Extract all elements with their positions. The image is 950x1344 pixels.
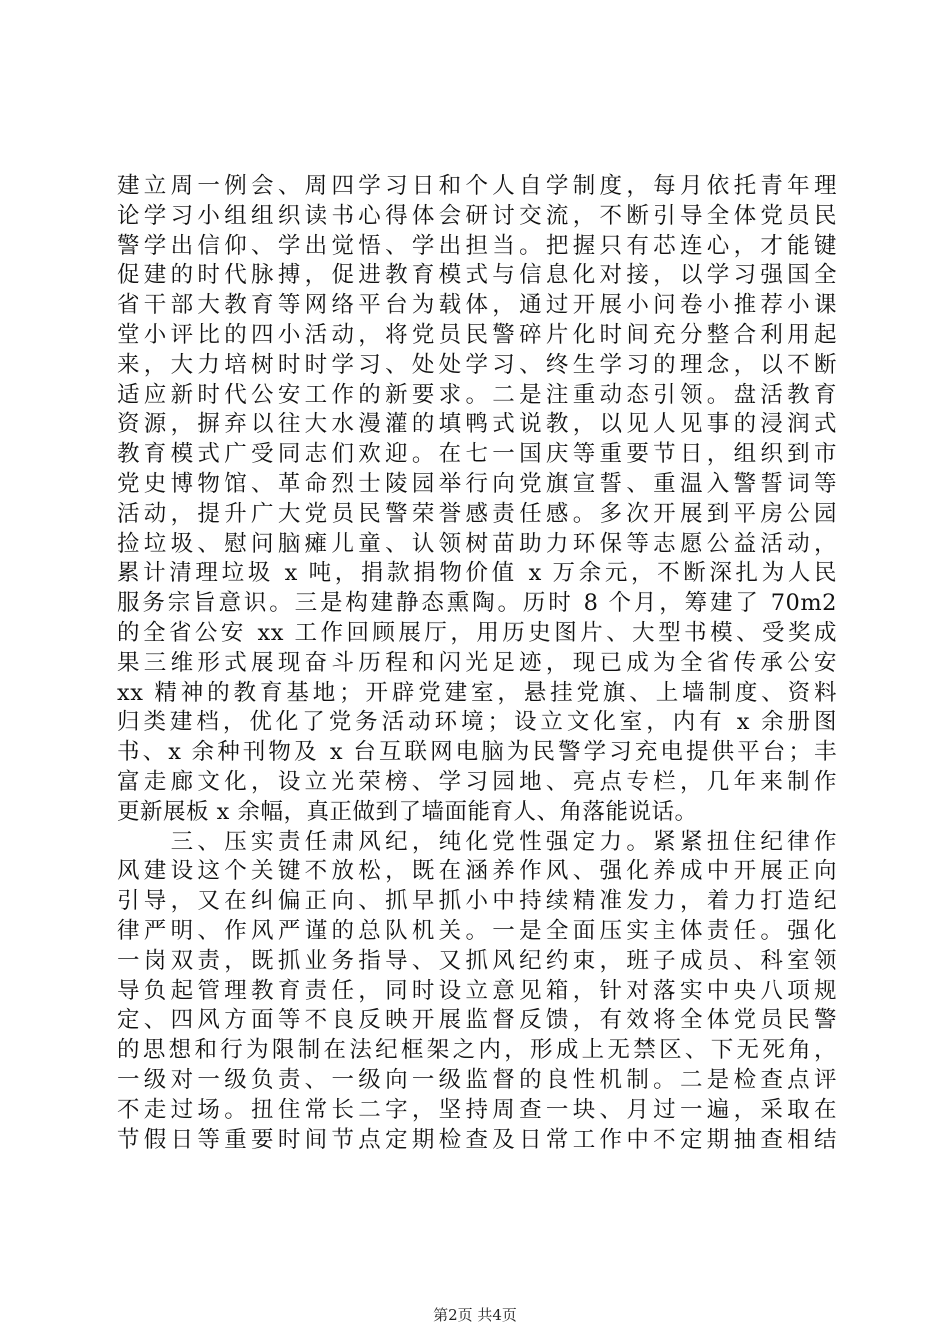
- text-line: 归类建档，优化了党务活动环境；设立文化室，内有 x 余册图: [117, 709, 837, 736]
- text-line: 的思想和行为限制在法纪框架之内，形成上无禁区、下无死角，: [117, 1037, 837, 1064]
- text-line: 累计清理垃圾 x 吨，捐款捐物价值 x 万余元，不断深扎为人民: [117, 560, 837, 587]
- text-line: 捡垃圾、慰问脑瘫儿童、认领树苗助力环保等志愿公益活动，: [117, 530, 837, 557]
- text-line: 律严明、作风严谨的总队机关。一是全面压实主体责任。强化: [117, 917, 837, 944]
- text-line: 一岗双责，既抓业务指导、又抓风纪约束，班子成员、科室领: [117, 947, 837, 974]
- text-line: 促建的时代脉搏，促进教育模式与信息化对接，以学习强国全: [117, 262, 837, 289]
- text-line: 风建设这个关键不放松，既在涵养作风、强化养成中开展正向: [117, 858, 837, 885]
- text-line: 论学习小组组织读书心得体会研讨交流，不断引导全体党员民: [117, 202, 837, 229]
- text-line: 来，大力培树时时学习、处处学习、终生学习的理念，以不断: [117, 351, 837, 378]
- text-line: 警学出信仰、学出觉悟、学出担当。把握只有芯连心，才能键: [117, 232, 837, 259]
- text-line: 三、压实责任肃风纪，纯化党性强定力。紧紧扭住纪律作: [117, 828, 837, 855]
- text-line: 节假日等重要时间节点定期检查及日常工作中不定期抽查相结: [117, 1126, 837, 1153]
- text-line: 不走过场。扭住常长二字，坚持周查一块、月过一遍，采取在: [117, 1096, 837, 1123]
- text-line: 的全省公安 xx 工作回顾展厅，用历史图片、大型书模、受奖成: [117, 619, 837, 646]
- text-line: 堂小评比的四小活动，将党员民警碎片化时间充分整合利用起: [117, 321, 837, 348]
- text-line: 富走廊文化，设立光荣榜、学习园地、亮点专栏，几年来制作: [117, 768, 837, 795]
- text-line: 定、四风方面等不良反映开展监督反馈，有效将全体党员民警: [117, 1007, 837, 1034]
- text-line: 服务宗旨意识。三是构建静态熏陶。历时 8 个月，筹建了 70m2: [117, 590, 837, 617]
- text-line: 教育模式广受同志们欢迎。在七一国庆等重要节日，组织到市: [117, 441, 837, 468]
- body-text: [117, 172, 837, 1155]
- text-line: 建立周一例会、周四学习日和个人自学制度，每月依托青年理: [117, 173, 837, 199]
- page-footer: 第2页 共4页: [433, 1306, 517, 1324]
- text-line: 资源，摒弃以往大水漫灌的填鸭式说教，以见人见事的浸润式: [117, 411, 837, 438]
- text-line: 书、x 余种刊物及 x 台互联网电脑为民警学习充电提供平台；丰: [117, 739, 837, 766]
- text-line: xx 精神的教育基地；开辟党建室，悬挂党旗、上墙制度、资料: [117, 679, 837, 706]
- text-line: 党史博物馆、革命烈士陵园举行向党旗宣誓、重温入警誓词等: [117, 470, 837, 497]
- text-line: 果三维形式展现奋斗历程和闪光足迹，现已成为全省传承公安: [117, 649, 837, 676]
- text-line: 一级对一级负责、一级向一级监督的良性机制。二是检查点评: [117, 1066, 837, 1093]
- text-line: 活动，提升广大党员民警荣誉感责任感。多次开展到平房公园: [117, 500, 837, 527]
- text-line: 引导，又在纠偏正向、抓早抓小中持续精准发力，着力打造纪: [117, 888, 837, 915]
- text-line: 导负起管理教育责任，同时设立意见箱，针对落实中央八项规: [117, 977, 837, 1004]
- text-line: 更新展板 x 余幅，真正做到了墙面能育人、角落能说话。: [117, 798, 698, 825]
- text-line: 省干部大教育等网络平台为载体，通过开展小问卷小推荐小课: [117, 292, 837, 319]
- text-line: 适应新时代公安工作的新要求。二是注重动态引领。盘活教育: [117, 381, 837, 408]
